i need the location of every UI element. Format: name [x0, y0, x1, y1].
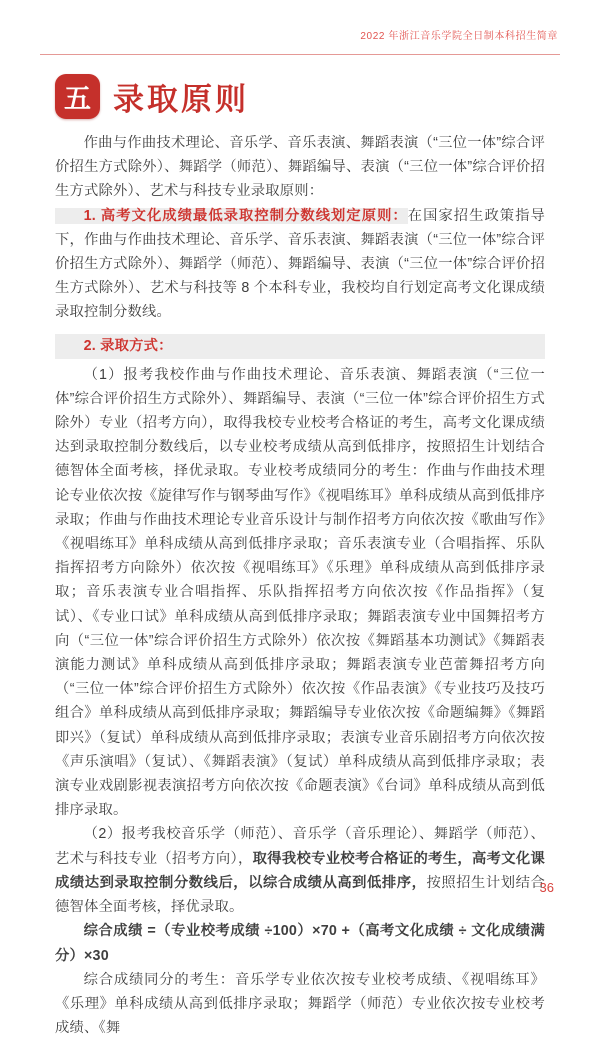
- page-header: [40, 26, 558, 44]
- policy-1-paragraph: [55, 204, 545, 325]
- section-number-badge: 五: [55, 74, 100, 119]
- section-heading: [55, 74, 249, 119]
- header-divider: [40, 54, 560, 55]
- policy-2-label: 2. 录取方式：: [55, 334, 545, 359]
- intro-paragraph: 作曲与作曲技术理论、音乐学、音乐表演、舞蹈表演（“三位一体”综合评价招生方式除外）、舞蹈学（师范）、舞蹈编导、表演（“三位一体”综合评价招生方式除外）、艺术与科技专业录取原则：: [55, 135, 545, 200]
- paragraph-2-start: （2）报考我校音乐学（师范）、音乐学（音乐理论）、舞蹈学（师范）、艺术与科技专业（招考方向），: [55, 826, 545, 867]
- admission-paragraph-1: （1）报考我校作曲与作曲技术理论、音乐表演、舞蹈表演（“三位一体”综合评价招生方式除外）、舞蹈编导、表演（“三位一体”综合评价招生方式除外）专业（招考方向），取得我校专业校考合格证的考生，高考文化课成绩达到录取控制分数线后，以专业校考成绩从高到低排序，按照招生计划结合德智体全面考核，择优录取。专业校考成绩同分的考生：作曲与作曲技术理论专业依次按《旋律写作与钢琴曲写作》《视唱练耳》单科成绩从高到低排序录取；作曲与作曲技术理论专业音乐设计与制作招考方向依次按《歌曲写作》《视唱练耳》单科成绩从高到低排序录取；音乐表演专业（合唱指挥、乐队指挥招考方向除外）依次按《视唱练耳》《乐理》单科成绩从高到低排序录取；音乐表演专业合唱指挥、乐队指挥招考方向依次按《作品指挥》（复试）、《专业口试》单科成绩从高到低排序录取；舞蹈表演专业中国舞招考方向（“三位一体”综合评价招生方式除外）依次按《舞蹈基本功测试》《舞蹈表演能力测试》单科成绩从高到低排序录取；舞蹈表演专业芭蕾舞招考方向（“三位一体”综合评价招生方式除外）依次按《作品表演》《专业技巧及技巧组合》单科成绩从高到低排序录取；舞蹈编导专业依次按《命题编舞》《舞蹈即兴》（复试）单科成绩从高到低排序录取；表演专业音乐剧招考方向依次按《声乐演唱》（复试）、《舞蹈表演》（复试）单科成绩从高到低排序录取；表演专业戏剧影视表演招考方向依次按《命题表演》《台词》单科成绩从高到低排序录取。: [55, 366, 545, 819]
- admission-paragraph-3: 综合成绩同分的考生：音乐学专业依次按专业校考成绩、《视唱练耳》《乐理》单科成绩从高到低排序录取；舞蹈学（师范）专业依次按专业校考成绩、《舞: [55, 971, 545, 1037]
- admission-paragraph-2: [55, 822, 545, 919]
- document-body: [55, 131, 545, 1040]
- paragraph-2-bold: 取得我校专业校考合格证的考生，高考文化课成绩达到录取控制分数线后，以综合成绩从高到低排序，: [55, 850, 545, 891]
- policy-1-label: 1. 高考文化成绩最低录取控制分数线划定原则：: [55, 208, 408, 224]
- section-title: 录取原则: [113, 82, 249, 117]
- policy-1-text: 在国家招生政策指导下，作曲与作曲技术理论、音乐学、音乐表演、舞蹈表演（“三位一体”综合评价招生方式除外）、舞蹈学（师范）、舞蹈编导、表演（“三位一体”综合评价招生方式除外）、艺术与科技等 8 个本科专业，我校均自行划定高考文化课成绩录取控制分数线。: [55, 207, 545, 321]
- composite-score-formula: 综合成绩 =（专业校考成绩 ÷100）×70 +（高考文化成绩 ÷ 文化成绩满分）×30: [55, 923, 545, 964]
- paragraph-2-end: 按照招生计划结合德智体全面考核，择优录取。: [55, 874, 545, 916]
- document-title: 2022 年浙江音乐学院全日制本科招生简章: [360, 31, 558, 42]
- page-number: 36: [539, 880, 554, 895]
